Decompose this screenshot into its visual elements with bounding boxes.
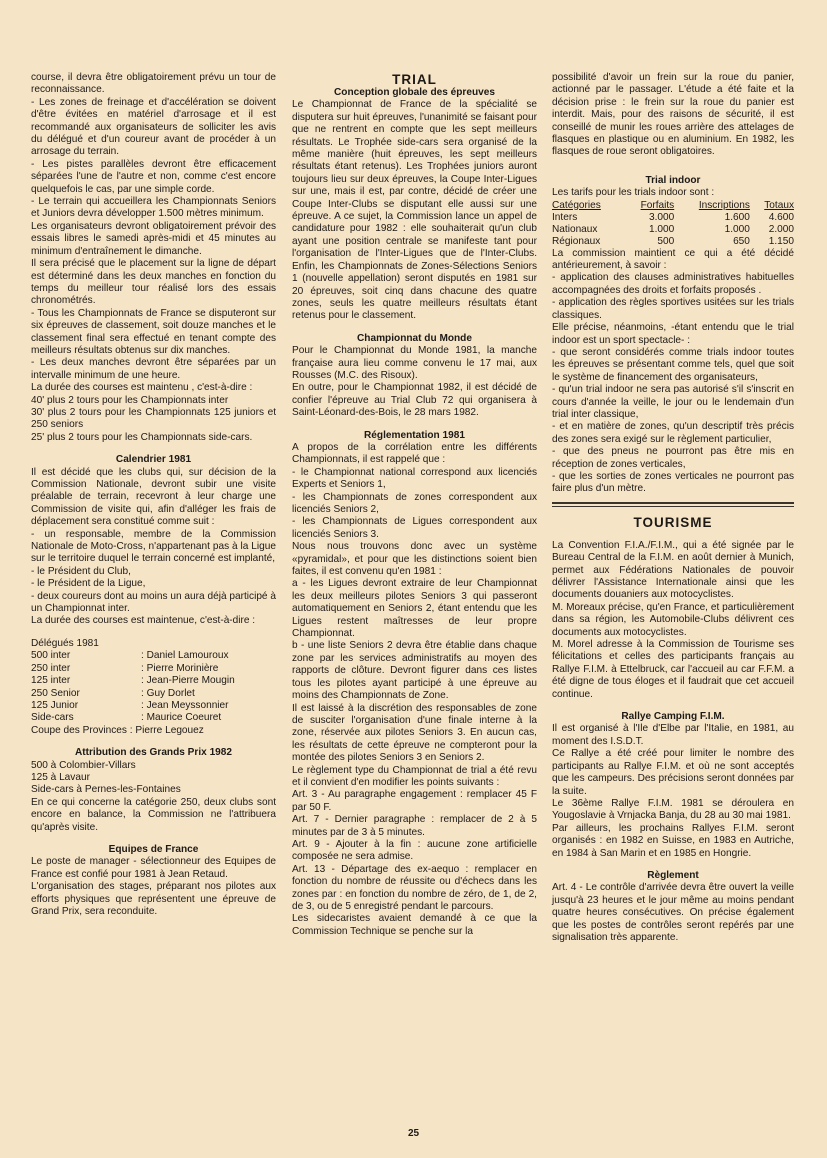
paragraph: - que les sorties de zones verticales ne pourront pas faire plus d'un mètre.	[552, 470, 794, 495]
paragraph: Art. 9 - Ajouter à la fin : aucune zone artificielle composée ne sera admise.	[292, 838, 537, 863]
paragraph: - que seront considérés comme trials indoor toutes les épreuves se présentant comme tels, quel que soit le système de financement des organisateurs,	[552, 346, 794, 383]
column-header: Inscriptions	[698, 199, 750, 211]
list-item: 500 inter : Daniel Lamouroux	[31, 650, 229, 662]
paragraph: b - une liste Seniors 2 devra être établie dans chaque zone par les services administratifs au moyen des rapports de clôture. Devront figurer dans ces listes tous les pilotes ayant participé à une épreuve au moins des Championnats de Zone.	[292, 640, 537, 702]
delegues-title: Délégués 1981	[31, 637, 99, 649]
paragraph: Le 36ème Rallye F.I.M. 1981 se déroulera en Yougoslavie à Vrnjacka Banja, du 28 au 30 mai 1981.	[552, 797, 794, 822]
table-row: Inters 3.000 1.600 4.600	[552, 211, 794, 223]
paragraph: - les Championnats de Ligues correspondent aux licenciés Seniors 3.	[292, 516, 537, 540]
section-heading: Rallye Camping F.I.M.	[621, 711, 725, 723]
table-row: Nationaux 1.000 1.000 2.000	[552, 223, 794, 235]
delegues-list	[31, 650, 276, 724]
paragraph: - Les deux manches devront être séparées par un intervalle minimum de une heure.	[31, 357, 276, 381]
paragraph: La durée des courses est maintenu , c'est-à-dire :	[31, 382, 253, 394]
paragraph: Les tarifs pour les trials indoor sont :	[552, 187, 715, 199]
paragraph: a - les Ligues devront extraire de leur Championnat les deux meilleurs pilotes Seniors 3 qui passeront automatiquement en Seniors 2, étant entendu que les Ligues restent maîtresses de leur propre Championnat.	[292, 578, 537, 640]
list-item: 250 inter : Pierre Morinière	[31, 662, 219, 674]
paragraph: course, il devra être obligatoirement prévu un tour de reconnaissance.	[31, 72, 276, 96]
paragraph: Art. 13 - Départage des ex-aequo : remplacer en fonction du nombre de réussite ou d'échecs dans les zones par : en fonction du nombre de zéro, de 1, de 2, de 3, ou de 5 enregistré pendant le parcours.	[292, 863, 537, 912]
section-heading: Calendrier 1981	[115, 454, 192, 466]
paragraph: Le poste de manager - sélectionneur des Equipes de France est confié pour 1981 à Jean Retaud.	[31, 856, 276, 880]
paragraph: - Le terrain qui accueillera les Championnats Seniors et Juniors devra développer 1.500 mètres minimum.	[31, 196, 276, 220]
paragraph: Ce Rallye a été créé pour limiter le nombre des participants au Rallye F.I.M. et où ne sont acceptés que les campeurs. Des précisions seront données par la suite.	[552, 748, 794, 797]
paragraph: - application des règles sportives usitées sur les trials classiques.	[552, 297, 794, 321]
column-header: Totaux	[764, 199, 794, 211]
paragraph: Art. 3 - Au paragraphe engagement : remplacer 45 F par 50 F.	[292, 789, 537, 813]
list-item: Side-cars : Maurice Coeuret	[31, 712, 222, 724]
section-heading: Réglementation 1981	[364, 429, 465, 441]
section-heading: Conception globale des épreuves	[334, 87, 495, 98]
paragraph: - les Championnats de zones correspondent aux licenciés Seniors 2,	[292, 491, 537, 515]
paragraph: Art. 4 - Le contrôle d'arrivée devra être ouvert la veille jusqu'à 23 heures et le jour même au moins pendant quatre heures consécutives. On précise également que les postes de contrôles seront repérés par une signalisation très apparente.	[552, 882, 794, 943]
column-2	[292, 72, 537, 938]
section-heading: Championnat du Monde	[357, 332, 472, 344]
list-item: 125 Junior : Jean Meyssonnier	[31, 699, 229, 711]
paragraph: Side-cars à Pernes-les-Fontaines	[31, 784, 181, 796]
paragraph: M. Morel adresse à la Commission de Tourisme ses félicitations et celles des participants français au Rallye F.I.M. à Ettelbruck, car l'accueil au car F.F.M. a été digne de tous éloges et il faudrait que cet accueil continue.	[552, 639, 794, 700]
paragraph: - le Championnat national correspond aux licenciés Experts et Seniors 1,	[292, 466, 537, 491]
paragraph: - application des clauses administratives habituelles accompagnées des droits et forfaits proposés .	[552, 272, 794, 296]
paragraph: - qu'un trial indoor ne sera pas autorisé s'il s'inscrit en cours d'année la veille, le jour ou le lendemain d'un trial inter classique,	[552, 384, 794, 420]
paragraph: A propos de la corrélation entre les différents Championnats, il est rappelé que :	[292, 441, 537, 466]
paragraph: La durée des courses est maintenue, c'est-à-dire :	[31, 615, 256, 627]
list-item: 250 Senior : Guy Dorlet	[31, 687, 195, 699]
section-title-tourisme: TOURISME	[633, 514, 713, 530]
paragraph: En ce qui concerne la catégorie 250, deux clubs sont encore en balance, la Commission ne l'attribuera qu'après visite.	[31, 796, 276, 833]
paragraph: - que des pneus ne pourront pas être mis en réception de zones verticales,	[552, 446, 794, 470]
paragraph: Les organisateurs devront obligatoirement prévoir des essais libres le samedi après-midi et 45 minutes au minimum d'entraînement le dimanche.	[31, 220, 276, 257]
column-header: Catégories	[552, 199, 601, 211]
paragraph: 500 à Colombier-Villars	[31, 759, 136, 771]
section-divider	[552, 506, 794, 507]
paragraph: Coupe des Provinces : Pierre Legouez	[31, 724, 204, 736]
page-number: 25	[407, 1128, 420, 1139]
paragraph: Le Championnat de France de la spécialité se disputera sur huit épreuves, l'unanimité se faisant pour que ne rentrent en compte que les sept meilleurs résultats. Le Trophée side-cars sera organisé de la même manière (huit épreuves, les sept meilleurs résultats étant retenus). Les Trophées juniors auront toujours lieu sur deux épreuves, la Coupe Inter-Ligues sur une, mais il est, par contre, décidé de créer une Coupe Inter-Clubs se disputant elle aussi sur une épreuve. A ce sujet, la Commission lance un appel de candidature pour 1982 : elle souhaiterait qu'un club ayant une position centrale se manifeste tant pour l'organisation de l'Inter-Ligues que de l'Inter-Clubs. Enfin, les Championnats de Zones-Sélections Seniors 1 (nouvelle appellation) seront disputés en 1981 sur 20 épreuves, soit cinq dans chacune des quatre zones, seuls les quatre meilleurs résultats étant retenus pour le classement.	[292, 99, 537, 322]
section-title-trial: TRIAL	[392, 72, 437, 87]
paragraph: - le Président de la Ligue,	[31, 578, 146, 590]
paragraph: possibilité d'avoir un frein sur la roue du panier, actionné par le passager. L'étude a été faite et la décision prise : le frein sur la roue du panier est interdit. Mais, pour des raisons de sécurité, il est conseillé de munir les roues arrière des attelages de flasques en plastique ou en aluminium. En 1982, les flasques de roue seront obligatoires.	[552, 72, 794, 158]
column-header: Forfaits	[640, 199, 675, 211]
paragraph: Nous nous trouvons donc avec un système «pyramidal», et pour que les distinctions soient bien faites, il est convenu qu'en 1981 :	[292, 541, 537, 578]
paragraph: Pour le Championnat du Monde 1981, la manche française aura lieu comme convenu le 17 mai, aux Rousses (M.C. des Risoux).	[292, 345, 537, 381]
paragraph: - Tous les Championnats de France se disputeront sur six épreuves de classement, soit douze manches et le classement final sera effectué en tenant compte des meilleurs résultats obtenus sur dix manches.	[31, 307, 276, 356]
paragraph: 30' plus 2 tours pour les Championnats 125 juniors et 250 seniors	[31, 406, 276, 431]
paragraph: Le règlement type du Championnat de trial a été revu et il convient d'en modifier les points suivants :	[292, 764, 537, 788]
paragraph: Les sidecaristes avaient demandé à ce que la Commission Technique se penche sur la	[292, 913, 537, 937]
paragraph: - un responsable, membre de la Commission Nationale de Moto-Cross, n'appartenant pas à la Ligue sur le territoire duquel le terrain concerné est implanté,	[31, 528, 276, 565]
paragraph: - Les pistes parallèles devront être efficacement séparées l'une de l'autre et non, comme c'est encore quelquefois le cas, par une simple corde.	[31, 158, 276, 195]
section-divider	[552, 502, 794, 504]
paragraph: - le Président du Club,	[31, 565, 131, 577]
paragraph: Il sera précisé que le placement sur la ligne de départ est déterminé dans les deux manches en fonction du temps du meilleur tour réalisé lors des essais chronométrés.	[31, 258, 276, 307]
paragraph: Art. 7 - Dernier paragraphe : remplacer de 2 à 5 minutes par de 3 à 5 minutes.	[292, 814, 537, 838]
section-heading: Trial indoor	[645, 174, 701, 186]
paragraph: 125 à Lavaur	[31, 771, 90, 783]
paragraph: L'organisation des stages, préparant nos pilotes aux efforts physiques que représentent une épreuve de Grand Prix, sera reconduite.	[31, 881, 276, 917]
paragraph: La commission maintient ce qui a été décidé antérieurement, à savoir :	[552, 247, 794, 272]
section-heading: Attribution des Grands Prix 1982	[74, 747, 233, 759]
paragraph: En outre, pour le Championnat 1982, il est décidé de confier l'épreuve au Trial Club 72 qui organisera à Saint-Léonard-des-Bois, le 28 mars 1982.	[292, 382, 537, 419]
paragraph: M. Moreaux précise, qu'en France, et particulièrement dans sa région, les Automobile-Clubs délivrent ces documents aux motocyclistes.	[552, 601, 794, 638]
paragraph: Par ailleurs, les prochains Rallyes F.I.M. seront organisés : en 1982 en Suisse, en 1983 en Autriche, en 1984 à San Marin et en 1985 en Hongrie.	[552, 822, 794, 859]
table-row: Régionaux 500 650 1.150	[552, 235, 794, 247]
list-item: 125 inter : Jean-Pierre Mougin	[31, 675, 235, 687]
column-3	[552, 72, 794, 944]
table-header-row	[552, 200, 794, 212]
paragraph: Elle précise, néanmoins, -étant entendu que le trial indoor est un sport spectacle- :	[552, 322, 794, 346]
paragraph: - et en matière de zones, qu'un descriptif très précis des zones sera exigé sur le règlement particulier,	[552, 421, 794, 445]
paragraph: Il est laissé à la discrétion des responsables de zone de susciter l'organisation d'une finale interne à la zone, réservée aux pilotes Seniors 3. En aucun cas, les résultats de cette épreuve ne compteront pour la montée des pilotes Seniors 3 en Seniors 2.	[292, 702, 537, 764]
section-heading: Equipes de France	[108, 843, 199, 855]
paragraph: 25' plus 2 tours pour les Championnats side-cars.	[31, 431, 253, 443]
paragraph: - deux coureurs dont au moins un aura déjà participé à un Championnat inter.	[31, 590, 276, 615]
paragraph: Il est décidé que les clubs qui, sur décision de la Commission Nationale, devront subir une visite préalable de terrain, recevront à leur charge une Commission de visite qui, afin d'alléger les frais de déplacement sera constitué comme suit :	[31, 466, 276, 528]
paragraph: 40' plus 2 tours pour les Championnats inter	[31, 394, 229, 406]
paragraph: La Convention F.I.A./F.I.M., qui a été signée par le Bureau Central de la F.I.M. en août dernier à Munich, permet aux Fédérations Nationales de pouvoir délivrer l'Assistance Internationale ainsi que les documents douaniers aux motocyclistes.	[552, 539, 794, 601]
tarifs-table	[552, 200, 794, 248]
paragraph: Il est organisé à l'Ile d'Elbe par l'Italie, en 1981, au moment des I.S.D.T.	[552, 723, 794, 747]
column-1	[31, 72, 276, 918]
section-heading: Règlement	[647, 869, 699, 881]
paragraph: - Les zones de freinage et d'accélération se doivent d'être évitées en matériel d'arrosage et il est recommandé aux organisateurs de solliciter les avis du délégué et d'un coureur avant de procéder à un arrosage du terrain.	[31, 96, 276, 158]
